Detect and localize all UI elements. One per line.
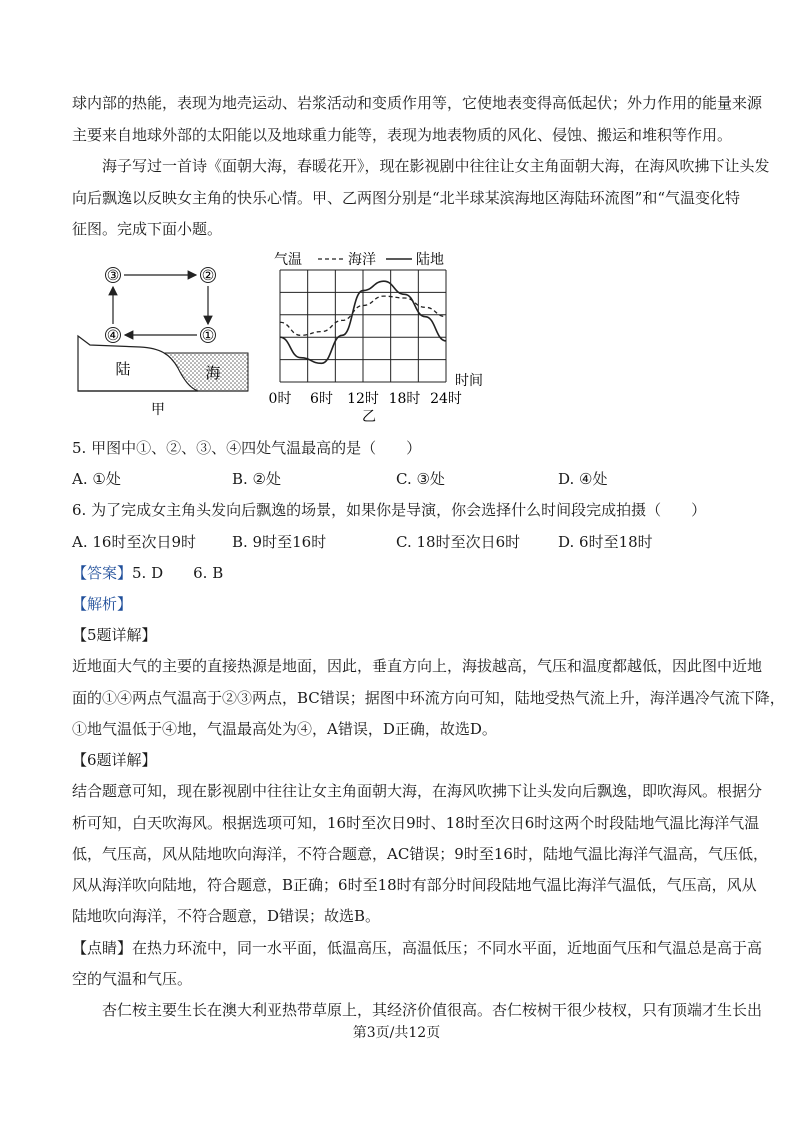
question-6-stem: 6. 为了完成女主角头发向后飘逸的场景，如果你是导演，你会选择什么时间段完成拍摄（ ） bbox=[72, 501, 707, 519]
legend-sea-label: 海洋 bbox=[348, 252, 376, 268]
answer-line bbox=[72, 562, 722, 584]
answer-text: 5. D 6. B bbox=[132, 564, 224, 582]
paragraph-line: 征图。完成下面小题。 bbox=[72, 220, 223, 238]
point-1-label: ① bbox=[201, 328, 215, 344]
detail-6-line: 结合题意可知，现在影视剧中往往让女主角面朝大海，在海风吹拂下让头发向后飘逸，即吹海风。根据分 bbox=[72, 782, 763, 800]
tip-tag: 【点睛】 bbox=[72, 939, 133, 957]
detail-6-line: 风从海洋吹向陆地，符合题意，B正确；6时至18时有部分时间段陆地气温比海洋气温低，气压高，风从 bbox=[72, 876, 757, 894]
x-tick-label: 0时 bbox=[268, 391, 292, 407]
point-2-label: ② bbox=[201, 268, 215, 284]
page-footer: 第3页/共12页 bbox=[352, 1025, 441, 1041]
x-axis-label: 时间 bbox=[455, 373, 483, 389]
q5-option-c[interactable]: C. ③处 bbox=[396, 470, 445, 488]
figure-jia-caption: 甲 bbox=[151, 402, 165, 418]
paragraph-line: 海子写过一首诗《面朝大海，春暖花开》，现在影视剧中往往让女主角面朝大海，在海风吹拂下让头发 bbox=[102, 157, 770, 175]
legend-land-label: 陆地 bbox=[416, 252, 444, 268]
analysis-heading bbox=[72, 593, 722, 615]
tip-line: 空的气温和气压。 bbox=[72, 970, 193, 988]
detail-5-line: 面的①④两点气温高于②③两点，BC错误；据图中环流方向可知，陆地受热气流上升，海洋遇冷气流下降， bbox=[72, 689, 785, 707]
paragraph-line: 球内部的热能，表现为地壳运动、岩浆活动和变质作用等，它使地表变得高低起伏；外力作用的能量来源 bbox=[72, 94, 763, 112]
point-4-label: ④ bbox=[106, 328, 120, 344]
detail-6-line: 低，气压高，风从陆地吹向海洋，不符合题意，AC错误；9时至16时，陆地气温比海洋气温高，气压低， bbox=[72, 845, 768, 863]
x-tick-label: 6时 bbox=[310, 391, 333, 407]
answer-tag: 【答案】 bbox=[72, 564, 133, 582]
q5-option-b[interactable]: B. ②处 bbox=[232, 470, 282, 488]
figure-yi-caption: 乙 bbox=[362, 409, 376, 425]
sea-label: 海 bbox=[205, 364, 221, 382]
analysis-tag: 【解析】 bbox=[72, 595, 133, 613]
detail-6-line: 析可知，白天吹海风。根据选项可知，16时至次日9时、18时至次日6时这两个时段陆地气温比海洋气温 bbox=[72, 814, 760, 832]
tip-text: 在热力环流中，同一水平面，低温高压，高温低压；不同水平面，近地面气压和气温总是高于高 bbox=[132, 939, 763, 957]
q5-option-d[interactable]: D. ④处 bbox=[558, 470, 608, 488]
q6-option-d[interactable]: D. 6时至18时 bbox=[558, 533, 653, 551]
q6-option-b[interactable]: B. 9时至16时 bbox=[232, 533, 327, 551]
point-3-label: ③ bbox=[106, 268, 120, 284]
figure-jia bbox=[70, 258, 260, 420]
paragraph-line: 向后飘逸以反映女主角的快乐心情。甲、乙两图分别是“北半球某滨海地区海陆环流图”和“气温变化特 bbox=[72, 189, 741, 207]
x-tick-label: 12时 bbox=[347, 391, 379, 407]
detail-6-heading: 【6题详解】 bbox=[72, 751, 157, 769]
detail-6-line: 陆地吹向海洋，不符合题意，D错误；故选B。 bbox=[72, 907, 381, 925]
detail-5-line: 近地面大气的主要的直接热源是地面，因此，垂直方向上，海拔越高，气压和温度都越低，因此图中近地 bbox=[72, 657, 763, 675]
detail-5-heading: 【5题详解】 bbox=[72, 626, 157, 644]
x-tick-labels bbox=[269, 391, 462, 407]
q5-option-a[interactable]: A. ①处 bbox=[72, 470, 121, 488]
paragraph-line: 主要来自地球外部的太阳能以及地球重力能等，表现为地表物质的风化、侵蚀、搬运和堆积等作用。 bbox=[72, 126, 733, 144]
land-label: 陆 bbox=[115, 360, 131, 378]
x-tick-label: 24时 bbox=[430, 391, 462, 407]
x-tick-label: 18时 bbox=[388, 391, 421, 407]
tip-line bbox=[72, 937, 763, 959]
figure-yi-chart bbox=[268, 246, 500, 426]
q6-option-c[interactable]: C. 18时至次日6时 bbox=[396, 533, 521, 551]
next-passage-line: 杏仁桉主要生长在澳大利亚热带草原上，其经济价值很高。杏仁桉树干很少枝杈，只有顶端才生长出 bbox=[102, 1001, 763, 1019]
q6-option-a[interactable]: A. 16时至次日9时 bbox=[72, 533, 196, 551]
chart-grid bbox=[280, 270, 446, 382]
question-5-stem: 5. 甲图中①、②、③、④四处气温最高的是（ ） bbox=[72, 439, 422, 457]
detail-5-line: ①地气温低于④地，气温最高处为④，A错误，D正确，故选D。 bbox=[72, 720, 497, 738]
legend-temp-label: 气温 bbox=[274, 252, 302, 268]
